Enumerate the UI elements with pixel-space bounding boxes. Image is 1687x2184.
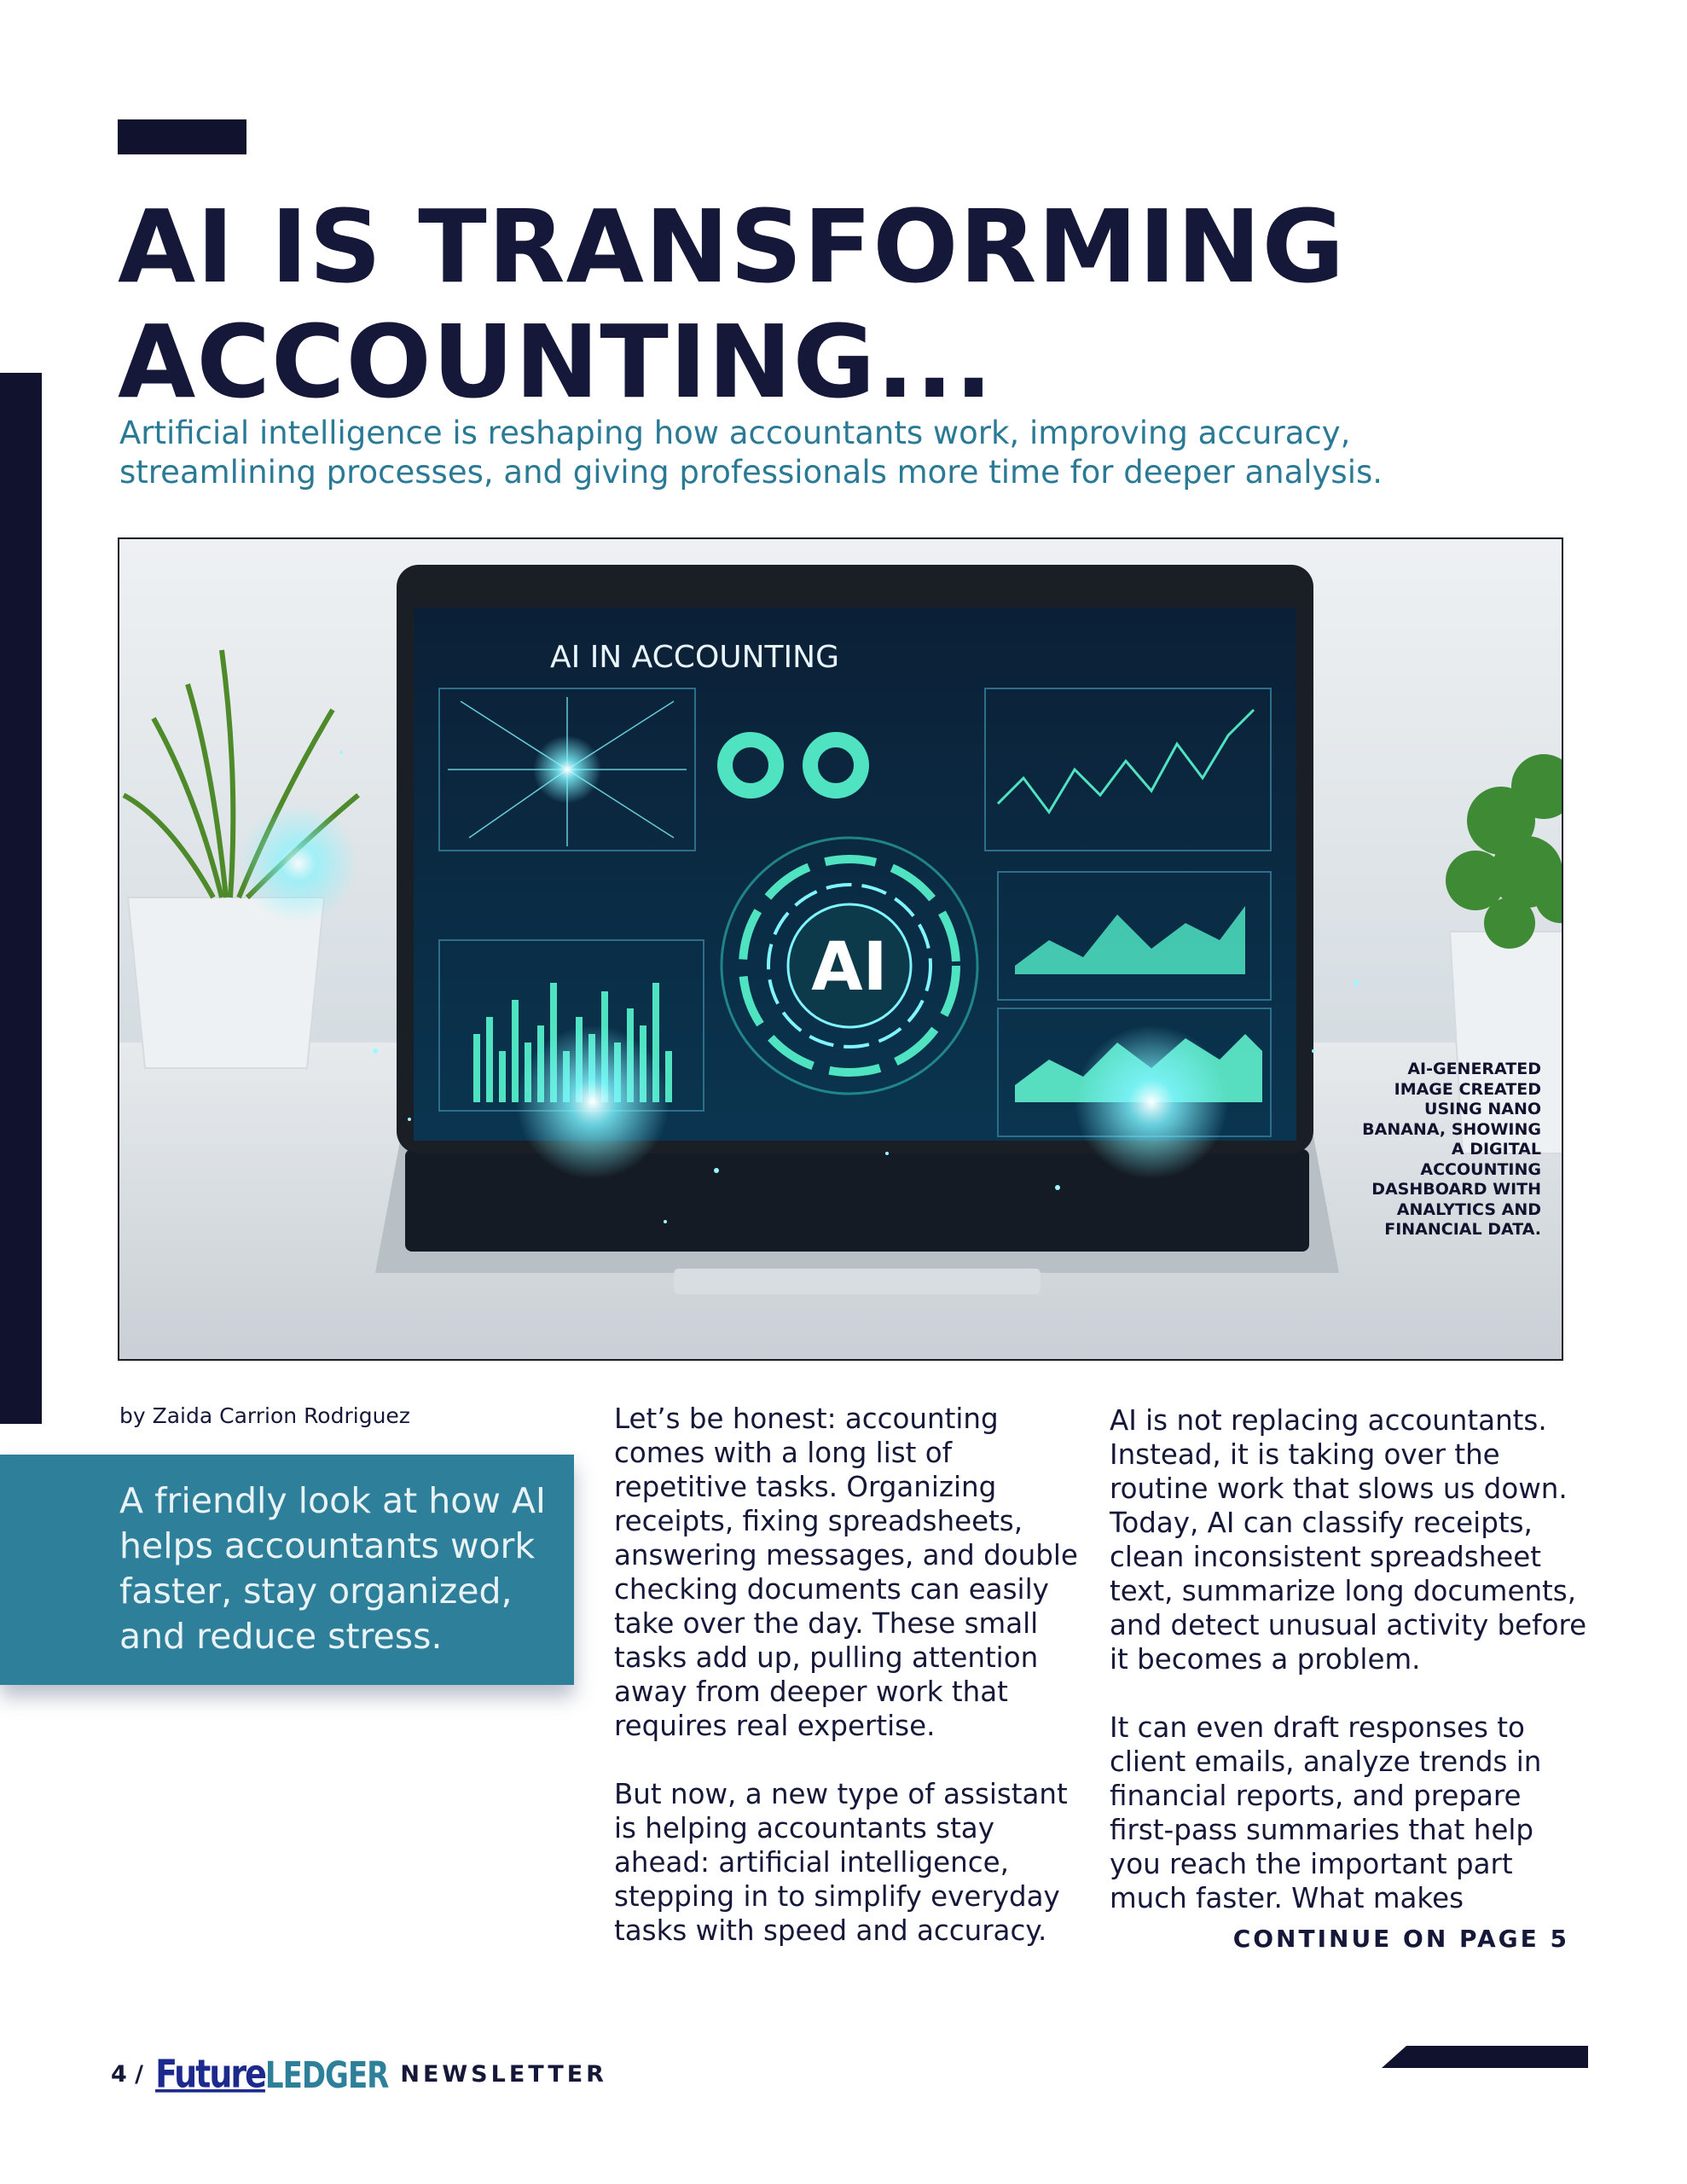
footer-accent-bar (1382, 2046, 1588, 2068)
byline: by Zaida Carrion Rodriguez (119, 1403, 410, 1428)
page-number: 4 / (111, 2060, 144, 2088)
paragraph: It can even draft responses to client emails, analyze trends in financial reports, and prepare first-pass summaries that help you reach the important part much faster. What makes (1110, 1711, 1542, 1914)
screen-title: AI IN ACCOUNTING (550, 640, 839, 675)
paragraph: AI is not replacing accountants. Instead, it is taking over the routine work that slows us down. Today, AI can classify receipts, clean inconsistent spreadsheet text, summarize long documents, and detect unusual activity before it becomes a problem. (1110, 1404, 1587, 1676)
continue-link[interactable]: CONTINUE ON PAGE 5 (1232, 1925, 1569, 1953)
brand-logo (155, 2051, 389, 2097)
hero-image (118, 537, 1563, 1361)
brand-future: Future (155, 2051, 265, 2097)
paragraph: Let’s be honest: accounting comes with a long list of repetitive tasks. Organizing receipts, fixing spreadsheets, answering messages, and double checking documents can easily take over the day. These small tasks add up, pulling attention away from deeper work that requires real expertise. (614, 1403, 1078, 1742)
article-column-2 (1110, 1403, 1587, 1949)
header-accent-bar (118, 119, 246, 154)
pull-quote (0, 1455, 574, 1685)
left-edge-bar (0, 373, 42, 1424)
headline-line-1: AI IS TRANSFORMING (118, 188, 1346, 305)
headline (118, 189, 1568, 420)
subtitle: Artificial intelligence is reshaping how accountants work, improving accuracy, streamlining processes, and giving professionals more time for deeper analysis. (119, 415, 1383, 491)
footer (111, 2053, 607, 2095)
pull-quote-text: A friendly look at how AI helps accountants work faster, stay organized, and reduce stress. (119, 1480, 547, 1657)
paragraph: But now, a new type of assistant is helping accountants stay ahead: artificial intelligence, stepping in to simplify everyday tasks with speed and accuracy. (614, 1778, 1068, 1947)
article-column-1 (614, 1402, 1092, 1982)
headline-line-2: ACCOUNTING... (118, 303, 994, 421)
image-caption: AI-GENERATED IMAGE CREATED USING NANO BANANA, SHOWING A DIGITAL ACCOUNTING DASHBOARD WITH ANALYTICS AND FINANCIAL DATA. (1362, 1060, 1541, 1239)
brand-ledger: LEDGER (264, 2054, 389, 2097)
newsletter-label: NEWSLETTER (400, 2060, 607, 2088)
ai-label: AI (811, 929, 888, 1006)
